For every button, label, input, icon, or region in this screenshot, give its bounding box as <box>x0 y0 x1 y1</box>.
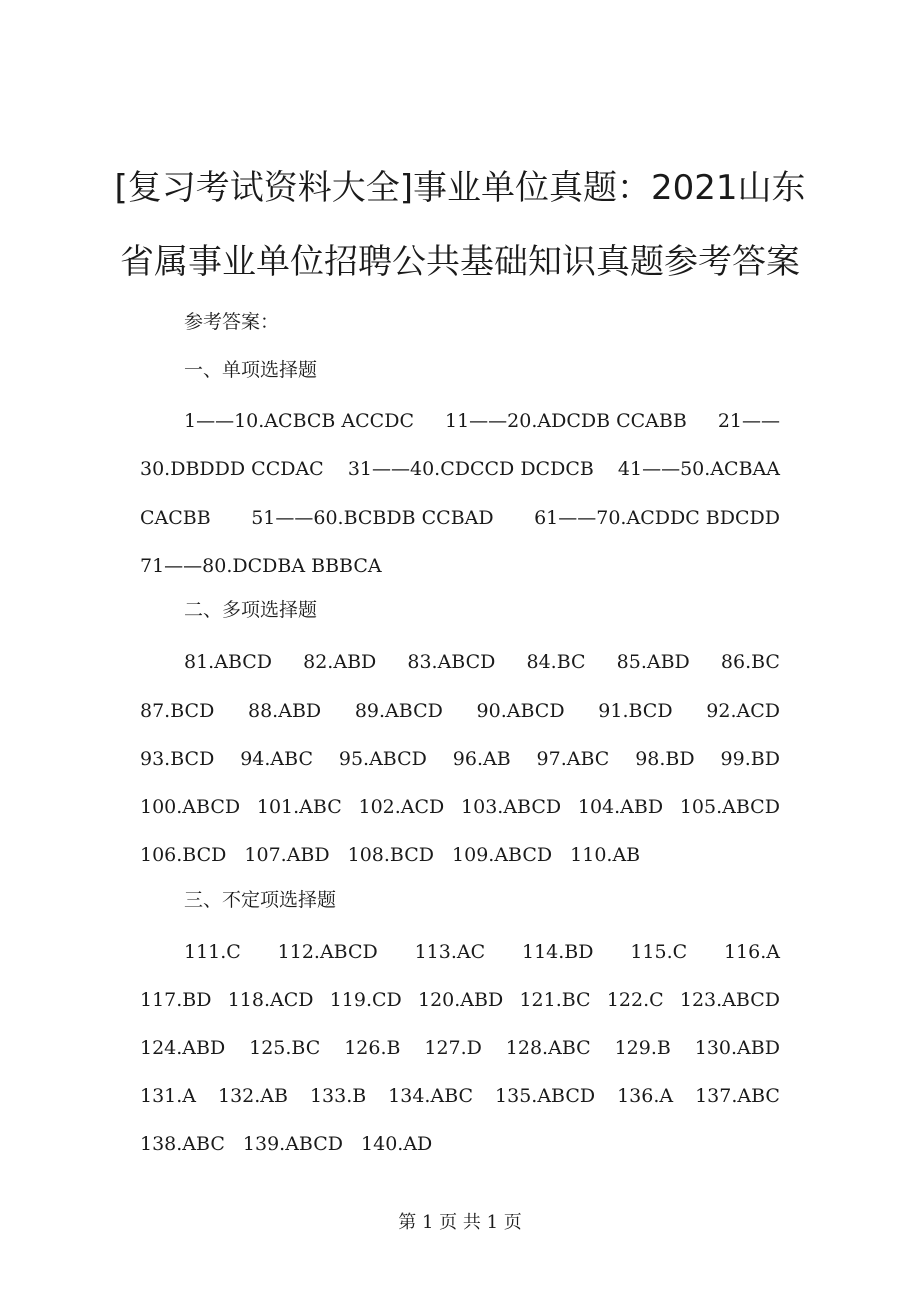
answer-item: 114.BD <box>521 941 594 963</box>
answer-item: 90.ABCD <box>476 700 565 722</box>
answer-group: 11——20.ADCDB CCABB <box>444 410 687 432</box>
answer-item: 111.C <box>184 941 241 963</box>
answer-item: 85.ABD <box>616 651 690 673</box>
document-title-line-2: 省属事业单位招聘公共基础知识真题参考答案 <box>120 242 800 282</box>
answer-item: 132.AB <box>217 1085 288 1107</box>
section-heading-indefinite-choice: 三、不定项选择题 <box>184 889 337 911</box>
answer-item: 98.BD <box>635 748 695 770</box>
answer-item: 119.CD <box>329 989 402 1011</box>
indefinite-choice-row-1 <box>184 938 780 966</box>
answer-item: 99.BD <box>720 748 780 770</box>
answer-item: 84.BC <box>526 651 586 673</box>
answer-item: 101.ABC <box>256 796 342 818</box>
answer-group: 21—— <box>717 410 780 432</box>
answer-item: 117.BD <box>140 989 212 1011</box>
answer-item: 129.B <box>614 1037 671 1059</box>
indefinite-choice-row-3 <box>140 1034 780 1062</box>
answer-item: 93.BCD <box>140 748 215 770</box>
answer-item: 103.ABCD <box>461 796 562 818</box>
page-footer: 第 1 页 共 1 页 <box>398 1212 522 1233</box>
answer-item: 136.A <box>617 1085 674 1107</box>
answer-item: 104.ABD <box>577 796 664 818</box>
single-choice-row-4 <box>140 552 780 580</box>
answer-item: 89.ABCD <box>354 700 443 722</box>
answer-item: 130.ABD <box>694 1037 780 1059</box>
answer-item: 140.AD <box>361 1133 433 1155</box>
answer-item: 108.BCD <box>347 844 435 866</box>
answer-item: 134.ABC <box>388 1085 474 1107</box>
answer-item: 128.ABC <box>505 1037 591 1059</box>
answer-item: 137.ABC <box>695 1085 780 1107</box>
indefinite-choice-row-2 <box>140 986 780 1014</box>
indefinite-choice-row-4 <box>140 1082 780 1110</box>
answer-item: 123.ABCD <box>679 989 780 1011</box>
multiple-choice-row-4 <box>140 793 780 821</box>
indefinite-choice-row-5 <box>140 1130 780 1158</box>
answer-group: 61——70.ACDDC BDCDD <box>534 507 780 529</box>
answer-item: 139.ABCD <box>242 1133 344 1155</box>
answer-item: 97.ABC <box>536 748 610 770</box>
answer-group: CACBB <box>140 507 211 529</box>
answer-group: 71——80.DCDBA BBBCA <box>140 555 382 577</box>
answer-group: 51——60.BCBDB CCBAD <box>251 507 494 529</box>
answer-item: 82.ABD <box>303 651 377 673</box>
answer-item: 126.B <box>344 1037 401 1059</box>
multiple-choice-row-3 <box>140 745 780 773</box>
answer-item: 118.ACD <box>227 989 314 1011</box>
answer-item: 95.ABCD <box>338 748 427 770</box>
answer-item: 102.ACD <box>358 796 445 818</box>
answer-item: 116.A <box>723 941 780 963</box>
answer-item: 96.AB <box>452 748 511 770</box>
single-choice-row-3 <box>140 504 780 532</box>
answer-item: 138.ABC <box>140 1133 225 1155</box>
multiple-choice-row-1 <box>184 648 780 676</box>
answer-item: 91.BCD <box>598 700 673 722</box>
multiple-choice-row-2 <box>140 697 780 725</box>
answer-item: 100.ABCD <box>140 796 241 818</box>
single-choice-row-2 <box>140 455 780 483</box>
answer-item: 113.AC <box>414 941 486 963</box>
multiple-choice-row-5 <box>140 841 780 869</box>
single-choice-row-1 <box>184 407 780 435</box>
answer-group: 1——10.ACBCB ACCDC <box>184 410 414 432</box>
answer-item: 94.ABC <box>240 748 313 770</box>
answer-item: 83.ABCD <box>407 651 496 673</box>
answer-intro-label: 参考答案： <box>184 311 280 333</box>
answer-item: 122.C <box>606 989 664 1011</box>
answer-item: 131.A <box>140 1085 197 1107</box>
answer-item: 112.ABCD <box>277 941 378 963</box>
answer-item: 81.ABCD <box>184 651 273 673</box>
answer-item: 110.AB <box>570 844 641 866</box>
answer-item: 107.ABD <box>244 844 330 866</box>
answer-item: 121.BC <box>519 989 591 1011</box>
answer-item: 88.ABD <box>248 700 322 722</box>
answer-item: 125.BC <box>249 1037 321 1059</box>
section-heading-single-choice: 一、单项选择题 <box>184 359 318 381</box>
answer-group: 31——40.CDCCD DCDCB <box>347 458 594 480</box>
answer-item: 106.BCD <box>140 844 227 866</box>
answer-item: 115.C <box>630 941 688 963</box>
answer-item: 105.ABCD <box>679 796 780 818</box>
answer-item: 133.B <box>309 1085 367 1107</box>
answer-group: 41——50.ACBAA <box>617 458 780 480</box>
section-heading-multiple-choice: 二、多项选择题 <box>184 599 318 621</box>
answer-group: 30.DBDDD CCDAC <box>140 458 324 480</box>
document-title-line-1: [复习考试资料大全]事业单位真题：2021山东 <box>114 168 806 208</box>
answer-item: 87.BCD <box>140 700 215 722</box>
answer-item: 124.ABD <box>140 1037 226 1059</box>
answer-item: 135.ABCD <box>495 1085 596 1107</box>
answer-item: 109.ABCD <box>452 844 553 866</box>
answer-item: 127.D <box>424 1037 482 1059</box>
answer-item: 86.BC <box>720 651 780 673</box>
answer-item: 120.ABD <box>418 989 504 1011</box>
answer-item: 92.ACD <box>706 700 780 722</box>
